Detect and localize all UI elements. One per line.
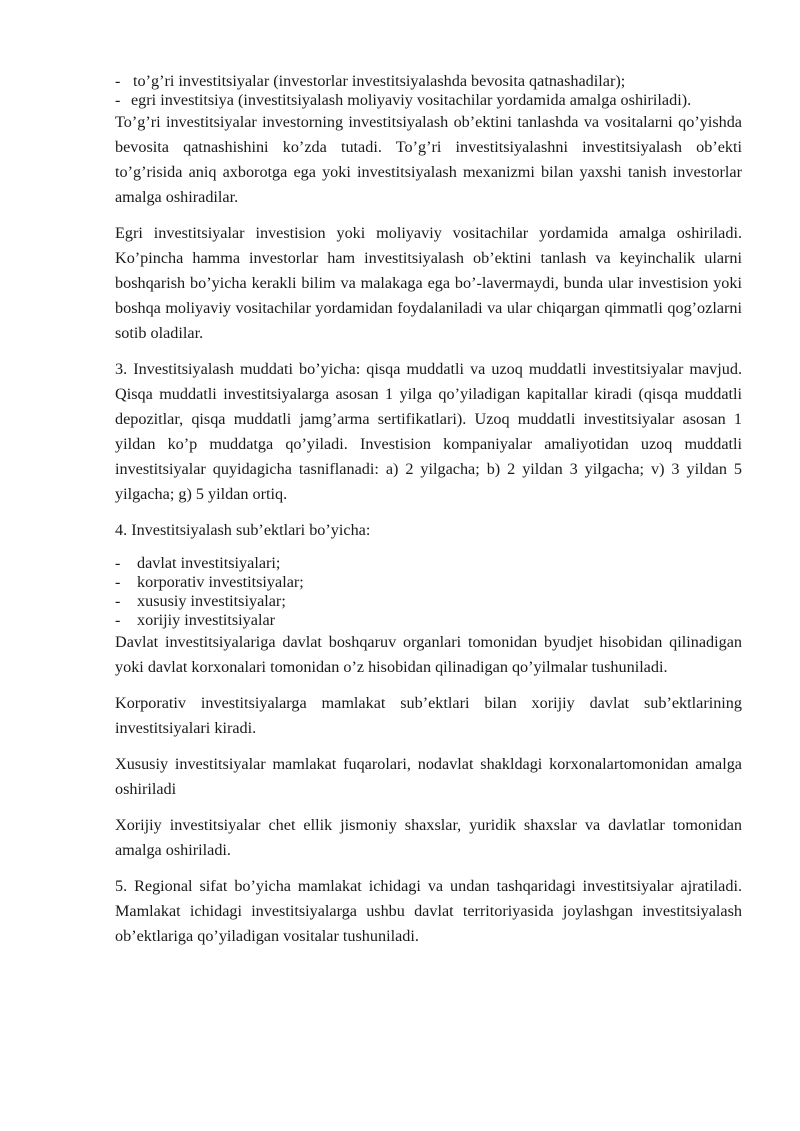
list-item-text: egri investitsiya (investitsiyalash moliyaviy vositachilar yordamida amalga oshiriladi). bbox=[131, 91, 692, 109]
list-item bbox=[115, 72, 742, 91]
list-item-text: to’g’ri investitsiyalar (investorlar investitsiyalashda bevosita qatnashadilar); bbox=[133, 72, 626, 90]
bullet-marker: - bbox=[115, 554, 121, 572]
bullet-marker: - bbox=[115, 573, 121, 591]
paragraph-korporativ: Korporativ investitsiyalarga mamlakat sub’ektlari bilan xorijiy davlat sub’ektlarining investitsiyalari kiradi. bbox=[115, 694, 742, 737]
list-item-text: xorijiy investitsiyalar bbox=[137, 611, 276, 629]
document-page bbox=[115, 72, 742, 949]
paragraph-xususiy: Xususiy investitsiyalar mamlakat fuqarolari, nodavlat shakldagi korxonalartomonidan amalga oshiriladi bbox=[115, 755, 742, 798]
bullet-marker: - bbox=[115, 91, 121, 109]
paragraph-muddat: 3. Investitsiyalash muddati bo’yicha: qisqa muddatli va uzoq muddatli investitsiyalar mavjud. Qisqa muddatli investitsiyalarga asosan 1 yilga qo’yiladigan kapitallar kiradi (qisqa muddatli depozitlar, qisqa muddatli jamg’arma sertifikatlari). Uzoq muddatli investitsiyalar asosan 1 yildan ko’p muddatga qo’yiladi. Investision kompaniyalar amaliyotidan uzoq muddatli investitsiyalar quyidagicha tasniflanadi: a) 2 yilgacha; b) 2 yildan 3 yilgacha; v) 3 yildan 5 yilgacha; g) 5 yildan ortiq. bbox=[115, 360, 742, 503]
list-item bbox=[115, 611, 742, 630]
list-item bbox=[115, 573, 742, 592]
bullet-marker: - bbox=[115, 72, 121, 90]
list-item-text: davlat investitsiyalari; bbox=[137, 554, 281, 572]
bullet-marker: - bbox=[115, 611, 121, 629]
paragraph-togri: To’g’ri investitsiyalar investorning investitsiyalash ob’ektini tanlashda va vositalarni qo’yishda bevosita qatnashishini ko’zda tutadi. To’g’ri investitsiyalashni investitsiyalash ob’ekti to’g’risida aniq axborotga ega yoki investitsiyalash mexanizmi bilan yaxshi tanish investorlar amalga oshiradilar. bbox=[115, 113, 742, 206]
list-item-text: korporativ investitsiyalar; bbox=[137, 573, 304, 591]
list-item bbox=[115, 91, 742, 110]
paragraph-xorijiy: Xorijiy investitsiyalar chet ellik jismoniy shaxslar, yuridik shaxslar va davlatlar tomonidan amalga oshiriladi. bbox=[115, 816, 742, 859]
paragraph-subekt-heading: 4. Investitsiyalash sub’ektlari bo’yicha: bbox=[115, 521, 371, 539]
paragraph-regional: 5. Regional sifat bo’yicha mamlakat ichidagi va undan tashqaridagi investitsiyalar ajratiladi. Mamlakat ichidagi investitsiyalarga ushbu davlat territoriyasida joylashgan investitsiyalash ob’ektlariga qo’yiladigan vositalar tushuniladi. bbox=[115, 877, 742, 945]
paragraph-egri: Egri investitsiyalar investision yoki moliyaviy vositachilar yordamida amalga oshiriladi. Ko’pincha hamma investorlar ham investitsiyalash ob’ektini tanlash va keyinchalik ularni boshqarish bo’yicha kerakli bilim va malakaga ega bo’-lavermaydi, bunda ular investision yoki boshqa moliyaviy vositachilar yordamidan foydalaniladi va ular chiqargan qimmatli qog’ozlarni sotib oladilar. bbox=[115, 224, 742, 342]
subject-list bbox=[115, 554, 742, 630]
bullet-marker: - bbox=[115, 592, 121, 610]
list-item-text: xususiy investitsiyalar; bbox=[137, 592, 286, 610]
list-item bbox=[115, 554, 742, 573]
paragraph-davlat: Davlat investitsiyalariga davlat boshqaruv organlari tomonidan byudjet hisobidan qilinadigan yoki davlat korxonalari tomonidan o’z hisobidan qilinadigan qo’yilmalar tushuniladi. bbox=[115, 633, 742, 676]
list-item bbox=[115, 592, 742, 611]
